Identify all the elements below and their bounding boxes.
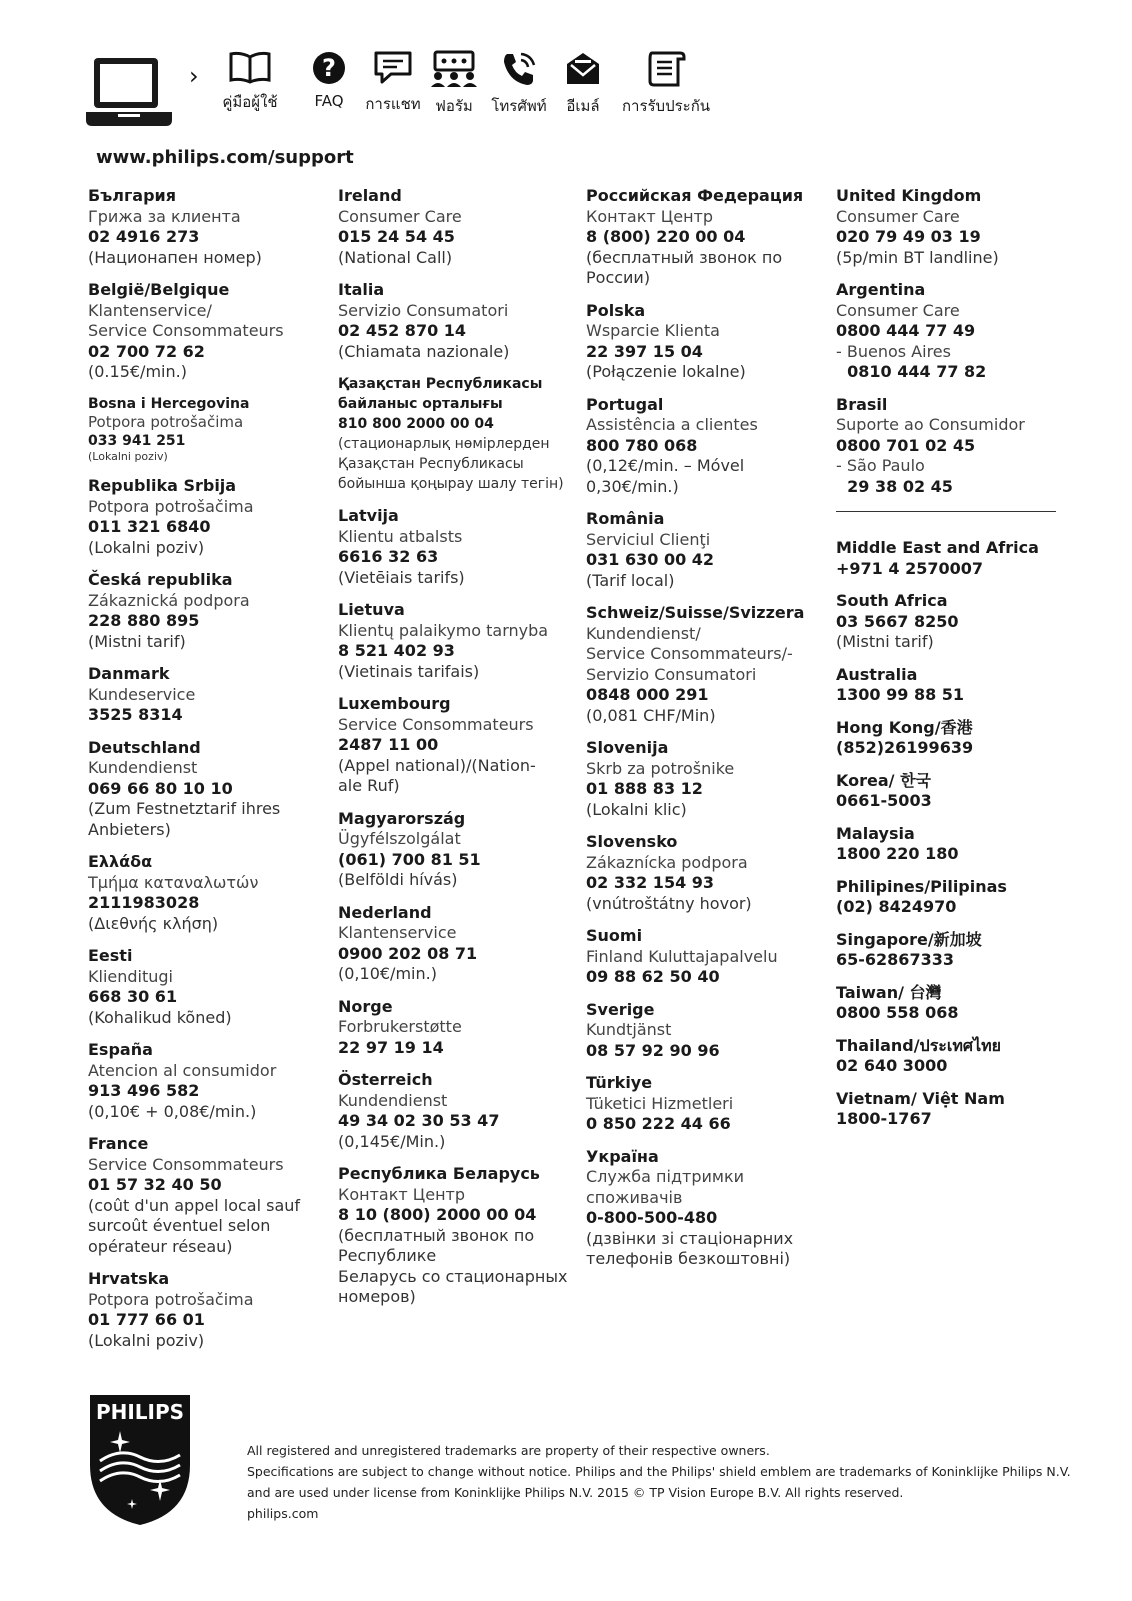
rate-note: номеров) xyxy=(338,1287,416,1306)
nav-item-email[interactable] xyxy=(558,50,608,118)
phone-number[interactable]: 810 800 2000 00 04 xyxy=(338,416,494,432)
service-label: Klienditugi xyxy=(88,966,173,986)
contact-entry xyxy=(88,280,326,383)
contact-entry xyxy=(88,1040,326,1122)
service-label: споживачів xyxy=(586,1187,683,1207)
nav-label: อีเมล์ xyxy=(566,97,600,115)
country-name: България xyxy=(88,186,177,205)
rate-note: (Belföldi hívás) xyxy=(338,870,458,889)
phone-number[interactable]: 22 397 15 04 xyxy=(586,341,703,361)
nav-label: โทรศัพท์ xyxy=(491,97,547,115)
rate-note: (5p/min BT landline) xyxy=(836,247,999,267)
country-name: Italia xyxy=(338,280,385,299)
chat-icon xyxy=(373,50,413,86)
rate-note: Беларусь со стационарных xyxy=(338,1266,568,1286)
service-label: Kundtjänst xyxy=(586,1020,672,1039)
country-name: Luxembourg xyxy=(338,694,451,713)
contact-entry xyxy=(836,395,1074,498)
contact-entry xyxy=(338,903,576,985)
service-label: Klantenservice xyxy=(338,923,457,942)
phone-number[interactable]: 8 521 402 93 xyxy=(338,641,455,660)
contact-entry xyxy=(338,600,576,682)
contact-entry xyxy=(836,983,1074,1024)
country-name: Malaysia xyxy=(836,823,915,843)
service-label: Τμήμα καταναλωτών xyxy=(88,872,259,892)
contact-entry xyxy=(586,832,824,914)
phone-number[interactable]: 22 97 19 14 xyxy=(338,1037,444,1057)
phone-number[interactable]: 2487 11 00 xyxy=(338,735,439,754)
country-name: Lietuva xyxy=(338,600,405,619)
country-name: Hong Kong/香港 xyxy=(836,717,973,737)
phone-number[interactable]: 1300 99 88 51 xyxy=(836,685,965,704)
phone-number[interactable]: 0-800-500-480 xyxy=(586,1208,718,1227)
logo-wordmark: PHILIPS xyxy=(95,1400,185,1424)
country-name: South Africa xyxy=(836,591,948,610)
service-label: Consumer Care xyxy=(338,206,462,226)
rate-note: opérateur réseau) xyxy=(88,1236,233,1256)
phone-number[interactable]: (02) 8424970 xyxy=(836,897,957,916)
service-label: Kundendienst xyxy=(338,1090,448,1110)
footer-link[interactable]: philips.com xyxy=(247,1506,319,1521)
service-label: Контакт Центр xyxy=(338,1184,466,1204)
rate-note: (Национапен номер) xyxy=(88,247,262,267)
nav-label: การแชท xyxy=(365,95,421,113)
phone-number[interactable]: 1800 220 180 xyxy=(836,844,959,863)
contact-entry xyxy=(88,664,326,726)
service-label: Грижа за клиента xyxy=(88,206,241,226)
country-name: Česká republika xyxy=(88,570,233,589)
question-icon xyxy=(311,50,347,86)
service-label: Servizio Consumatori xyxy=(338,300,509,320)
rate-note: (Lokalni poziv) xyxy=(88,1330,205,1350)
contact-entry xyxy=(338,374,576,494)
phone-number[interactable]: 0800 558 068 xyxy=(836,1003,959,1022)
country-name: Eesti xyxy=(88,946,133,965)
service-label: Служба підтримки xyxy=(586,1167,745,1186)
rate-note: (vnútroštátny hovor) xyxy=(586,893,752,913)
contact-entry xyxy=(88,395,326,465)
service-label: Tüketici Hizmetleri xyxy=(586,1093,734,1113)
rate-note: (Lokalni poziv) xyxy=(88,450,168,463)
rate-note: телефонів безкоштовні) xyxy=(586,1249,791,1268)
contact-entry xyxy=(836,824,1074,865)
country-name: France xyxy=(88,1134,149,1153)
phone-number[interactable]: 913 496 582 xyxy=(88,1081,200,1100)
country-name: România xyxy=(586,509,665,528)
country-name: Brasil xyxy=(836,394,888,414)
footer-line: All registered and unregistered trademarks are property of their respective owners. xyxy=(247,1443,770,1458)
service-label: Klientu atbalsts xyxy=(338,526,463,546)
laptop-icon xyxy=(86,56,176,128)
phone-number[interactable]: 031 630 00 42 xyxy=(586,550,715,569)
country-name: Bosna i Hercegovina xyxy=(88,395,250,412)
phone-number[interactable]: 01 57 32 40 50 xyxy=(88,1175,222,1194)
country-name: Slovensko xyxy=(586,832,678,851)
country-name: Singapore/新加坡 xyxy=(836,929,982,949)
rate-note: (Vietinais tarifais) xyxy=(338,661,480,681)
rate-note: Қазақстан Республикасы xyxy=(338,456,524,472)
nav-item-forum[interactable] xyxy=(428,50,480,118)
country-name: Nederland xyxy=(338,902,432,922)
phone-number[interactable]: 0661-5003 xyxy=(836,791,932,810)
service-label: Wsparcie Klienta xyxy=(586,321,720,340)
nav-item-chat[interactable] xyxy=(362,50,424,116)
phone-number[interactable]: 0800 444 77 49 xyxy=(836,321,976,340)
country-name: Korea/ 한국 xyxy=(836,770,931,790)
email-icon xyxy=(564,50,602,88)
rate-note: (Διεθνής κλήση) xyxy=(88,913,219,933)
phone-number[interactable]: 02 452 870 14 xyxy=(338,321,467,340)
contact-entry xyxy=(586,1073,824,1135)
phone-number[interactable]: 800 780 068 xyxy=(586,435,698,455)
phone-number[interactable]: 1800-1767 xyxy=(836,1109,932,1128)
rate-note: (Appel national)/(Nation- xyxy=(338,755,536,775)
region-label: - Buenos Aires xyxy=(836,341,951,361)
contact-entry xyxy=(586,1147,824,1270)
phone-number[interactable]: 033 941 251 xyxy=(88,432,186,449)
rate-note: (Zum Festnetztarif ihres xyxy=(88,799,281,818)
forum-icon xyxy=(429,50,479,88)
phone-number[interactable]: 65-62867333 xyxy=(836,950,954,969)
service-label: Zákaznícka podpora xyxy=(586,852,748,872)
country-name: байланыс орталығы xyxy=(338,396,503,412)
country-name: Polska xyxy=(586,300,646,320)
contact-entry xyxy=(338,506,576,588)
nav-item-warranty[interactable] xyxy=(616,50,716,118)
contact-entry xyxy=(836,186,1074,268)
service-label: Servizio Consumatori xyxy=(586,664,757,684)
rate-note: (0,081 CHF/Min) xyxy=(586,705,716,725)
service-label: Klientų palaikymo tarnyba xyxy=(338,620,549,640)
rate-note: бойынша қоңырау шалу тегін) xyxy=(338,476,564,492)
phone-number[interactable]: 29 38 02 45 xyxy=(836,476,953,496)
phone-number[interactable]: 0900 202 08 71 xyxy=(338,943,478,963)
service-label: Consumer Care xyxy=(836,206,960,226)
service-label: Service Consommateurs xyxy=(338,714,534,734)
phone-number[interactable]: (061) 700 81 51 xyxy=(338,849,481,869)
service-label: Suporte ao Consumidor xyxy=(836,415,1025,434)
phone-number[interactable]: 49 34 02 30 53 47 xyxy=(338,1111,500,1130)
service-label: Kundendienst/ xyxy=(586,623,701,643)
phone-number[interactable]: +971 4 2570007 xyxy=(836,558,984,578)
contact-entry xyxy=(836,1036,1074,1077)
phone-number[interactable]: 02 4916 273 xyxy=(88,227,200,246)
contact-entry xyxy=(338,1070,576,1152)
country-name: Hrvatska xyxy=(88,1269,170,1288)
service-label: Klantenservice/ xyxy=(88,300,212,320)
rate-note: (Chiamata nazionale) xyxy=(338,341,510,361)
service-label: Serviciul Clienţi xyxy=(586,529,711,549)
rate-note: (0,145€/Min.) xyxy=(338,1131,446,1151)
rate-note: (бесплатный звонок по xyxy=(586,247,783,267)
rate-note: (0,10€/min.) xyxy=(338,964,437,983)
phone-number[interactable]: 3525 8314 xyxy=(88,705,183,724)
service-label: Kundendienst xyxy=(88,758,198,777)
contact-entry xyxy=(586,1000,824,1062)
country-name: Norge xyxy=(338,996,393,1016)
country-name: España xyxy=(88,1040,153,1059)
rate-note: (Lokalni klic) xyxy=(586,799,687,819)
service-label: Forbrukerstøtte xyxy=(338,1017,462,1036)
country-name: Österreich xyxy=(338,1070,433,1089)
rate-note: (0.15€/min.) xyxy=(88,362,187,381)
country-name: Middle East and Africa xyxy=(836,538,1039,557)
rate-note: (дзвінки зі стаціонарних xyxy=(586,1228,794,1248)
phone-number[interactable]: 03 5667 8250 xyxy=(836,611,959,631)
contact-entry xyxy=(586,509,824,591)
contact-entry xyxy=(88,852,326,934)
rate-note: surcoût éventuel selon xyxy=(88,1216,271,1235)
contact-entry xyxy=(338,280,576,362)
contact-entry xyxy=(88,1134,326,1257)
contact-entry xyxy=(836,930,1074,971)
phone-number[interactable]: 0810 444 77 82 xyxy=(836,362,987,381)
phone-number[interactable]: 668 30 61 xyxy=(88,987,178,1006)
country-name: Қазақстан Республикасы xyxy=(338,376,543,392)
country-name: Республика Беларусь xyxy=(338,1164,540,1183)
service-label: Service Consommateurs xyxy=(88,321,284,340)
country-name: België/Belgique xyxy=(88,280,230,299)
service-label: Potpora potrošačima xyxy=(88,496,254,516)
contact-entry xyxy=(836,771,1074,812)
phone-number[interactable]: 011 321 6840 xyxy=(88,517,211,536)
phone-number[interactable]: 069 66 80 10 10 xyxy=(88,778,233,798)
nav-item-phone[interactable] xyxy=(486,50,552,118)
service-label: Контакт Центр xyxy=(586,206,714,226)
contact-entry xyxy=(836,718,1074,759)
contact-column-1 xyxy=(88,186,326,1363)
phone-number[interactable]: 09 88 62 50 40 xyxy=(586,967,720,986)
chevron-right-icon: › xyxy=(189,62,199,90)
service-label: Service Consommateurs/- xyxy=(586,644,793,663)
country-name: Suomi xyxy=(586,926,643,945)
phone-number[interactable]: 020 79 49 03 19 xyxy=(836,227,981,246)
contact-entry xyxy=(586,301,824,383)
rate-note: (coût d'un appel local sauf xyxy=(88,1195,301,1215)
service-label: Service Consommateurs xyxy=(88,1154,284,1174)
rate-note: (Lokalni poziv) xyxy=(88,537,205,557)
country-name: Schweiz/Suisse/Svizzera xyxy=(586,603,805,622)
country-name: Україна xyxy=(586,1146,659,1166)
footer-line: and are used under license from Koninklijke Philips N.V. 2015 © TP Vision Europe B.V. All rights reserved. xyxy=(247,1485,904,1500)
phone-number[interactable]: (852)26199639 xyxy=(836,738,974,757)
rate-note: (National Call) xyxy=(338,247,453,267)
contact-entry xyxy=(88,186,326,268)
warranty-icon xyxy=(644,50,688,88)
country-name: Ireland xyxy=(338,186,402,205)
service-label: Ügyfélszolgálat xyxy=(338,829,461,848)
service-label: Kundeservice xyxy=(88,684,196,704)
phone-number[interactable]: 02 700 72 62 xyxy=(88,341,205,361)
phone-number[interactable]: 2111983028 xyxy=(88,893,200,912)
phone-icon xyxy=(499,50,539,88)
contact-entry xyxy=(338,694,576,797)
rate-note: (0,12€/min. – Móvel xyxy=(586,456,745,475)
nav-label: ฟอรัม xyxy=(435,97,473,115)
contact-column-2 xyxy=(338,186,576,1320)
nav-label: FAQ xyxy=(314,92,344,110)
country-name: Vietnam/ Việt Nam xyxy=(836,1088,1005,1108)
rate-note: Республике xyxy=(338,1246,437,1265)
contact-entry xyxy=(836,877,1074,918)
contact-entry xyxy=(88,476,326,558)
service-label: Finland Kuluttajapalvelu xyxy=(586,946,778,966)
contact-entry xyxy=(586,186,824,289)
phone-number[interactable]: 0848 000 291 xyxy=(586,685,709,704)
country-name: United Kingdom xyxy=(836,186,982,205)
contact-entry xyxy=(836,280,1074,383)
nav-label: การรับประกัน xyxy=(621,97,711,115)
contact-entry xyxy=(836,538,1074,579)
contact-entry xyxy=(586,603,824,726)
phone-number[interactable]: 8 10 (800) 2000 00 04 xyxy=(338,1205,537,1224)
contact-entry xyxy=(88,1269,326,1351)
footer-line: Specifications are subject to change without notice. Philips and the Philips' shield emblem are trademarks of Koninklijke Philips N.V. xyxy=(247,1464,1071,1479)
country-name: Republika Srbija xyxy=(88,476,237,495)
contact-entry xyxy=(338,997,576,1059)
country-name: Portugal xyxy=(586,394,664,414)
country-name: Latvija xyxy=(338,506,399,525)
country-name: Slovenija xyxy=(586,738,669,757)
nav-item-faq[interactable] xyxy=(300,50,358,110)
phone-number[interactable]: 228 880 895 xyxy=(88,611,200,630)
country-name: Türkiye xyxy=(586,1073,653,1092)
rate-note: ale Ruf) xyxy=(338,776,400,795)
region-label: - São Paulo xyxy=(836,456,925,475)
phone-number[interactable]: 6616 32 63 xyxy=(338,547,439,566)
phone-number[interactable]: 0800 701 02 45 xyxy=(836,435,976,455)
service-label: Potpora potrošačima xyxy=(88,1289,254,1309)
service-label: Atencion al consumidor xyxy=(88,1060,277,1080)
contact-entry xyxy=(836,591,1074,653)
phone-number[interactable]: 02 332 154 93 xyxy=(586,873,715,892)
country-name: Taiwan/ 台灣 xyxy=(836,982,942,1002)
country-name: Argentina xyxy=(836,280,926,299)
country-name: Australia xyxy=(836,664,918,684)
support-navigation xyxy=(86,50,786,130)
contact-entry xyxy=(586,926,824,988)
contact-entry xyxy=(338,1164,576,1308)
rate-note: России) xyxy=(586,268,651,287)
country-name: Sverige xyxy=(586,999,655,1019)
rate-note: (Mistni tarif) xyxy=(88,631,186,651)
contact-entry xyxy=(88,570,326,652)
separator-line xyxy=(836,511,1056,512)
contact-entry xyxy=(836,1089,1074,1130)
country-name: Danmark xyxy=(88,664,170,683)
contact-entry xyxy=(836,665,1074,706)
rate-note: 0,30€/min.) xyxy=(586,476,679,496)
rate-note: (бесплатный звонок по xyxy=(338,1225,535,1245)
service-label: Skrb za potrošnike xyxy=(586,758,735,778)
service-label: Potpora potrošačima xyxy=(88,413,244,431)
contact-entry xyxy=(338,186,576,268)
rate-note: (Mistni tarif) xyxy=(836,632,934,651)
phone-number[interactable]: 01 777 66 01 xyxy=(88,1310,205,1329)
phone-number[interactable]: 01 888 83 12 xyxy=(586,779,703,798)
rate-note: (Połączenie lokalne) xyxy=(586,362,746,381)
country-name: Deutschland xyxy=(88,737,201,757)
contact-entry xyxy=(88,738,326,841)
phone-number[interactable]: 08 57 92 90 96 xyxy=(586,1040,720,1060)
service-label: Zákaznická podpora xyxy=(88,590,250,610)
service-label: Assistência a clientes xyxy=(586,415,758,434)
country-name: Philipines/Pilipinas xyxy=(836,876,1007,896)
country-name: Thailand/ประเทศไทย xyxy=(836,1035,1002,1055)
book-icon xyxy=(228,50,272,84)
rate-note: (Tarif local) xyxy=(586,570,675,590)
contact-entry xyxy=(338,809,576,891)
rate-note: (0,10€ + 0,08€/min.) xyxy=(88,1101,257,1121)
nav-item-user-manual[interactable] xyxy=(220,50,280,114)
rate-note: (Kohalikud kõned) xyxy=(88,1007,232,1027)
legal-footer xyxy=(247,1440,1071,1524)
phone-number[interactable]: 02 640 3000 xyxy=(836,1056,948,1075)
rate-note: (Vietēiais tarifs) xyxy=(338,567,465,587)
contact-entry xyxy=(586,395,824,498)
rate-note: (стационарлық нөмірлерден xyxy=(338,436,550,452)
country-name: Ελλάδα xyxy=(88,852,153,871)
contact-column-3 xyxy=(586,186,824,1282)
rate-note: Anbieters) xyxy=(88,819,171,839)
philips-shield-logo xyxy=(86,1395,194,1527)
phone-number[interactable]: 015 24 54 45 xyxy=(338,227,455,246)
contact-entry xyxy=(586,738,824,820)
support-url[interactable]: www.philips.com/support xyxy=(96,147,354,168)
service-label: Consumer Care xyxy=(836,300,960,320)
country-name: Российская Федерация xyxy=(586,186,804,205)
phone-number[interactable]: 0 850 222 44 66 xyxy=(586,1114,731,1133)
contact-entry xyxy=(88,946,326,1028)
nav-label: คู่มือผู้ใช้ xyxy=(222,93,278,111)
contact-column-4 xyxy=(836,186,1074,1142)
svg-text:?: ? xyxy=(322,54,336,82)
country-name: Magyarország xyxy=(338,808,466,828)
phone-number[interactable]: 8 (800) 220 00 04 xyxy=(586,227,746,246)
